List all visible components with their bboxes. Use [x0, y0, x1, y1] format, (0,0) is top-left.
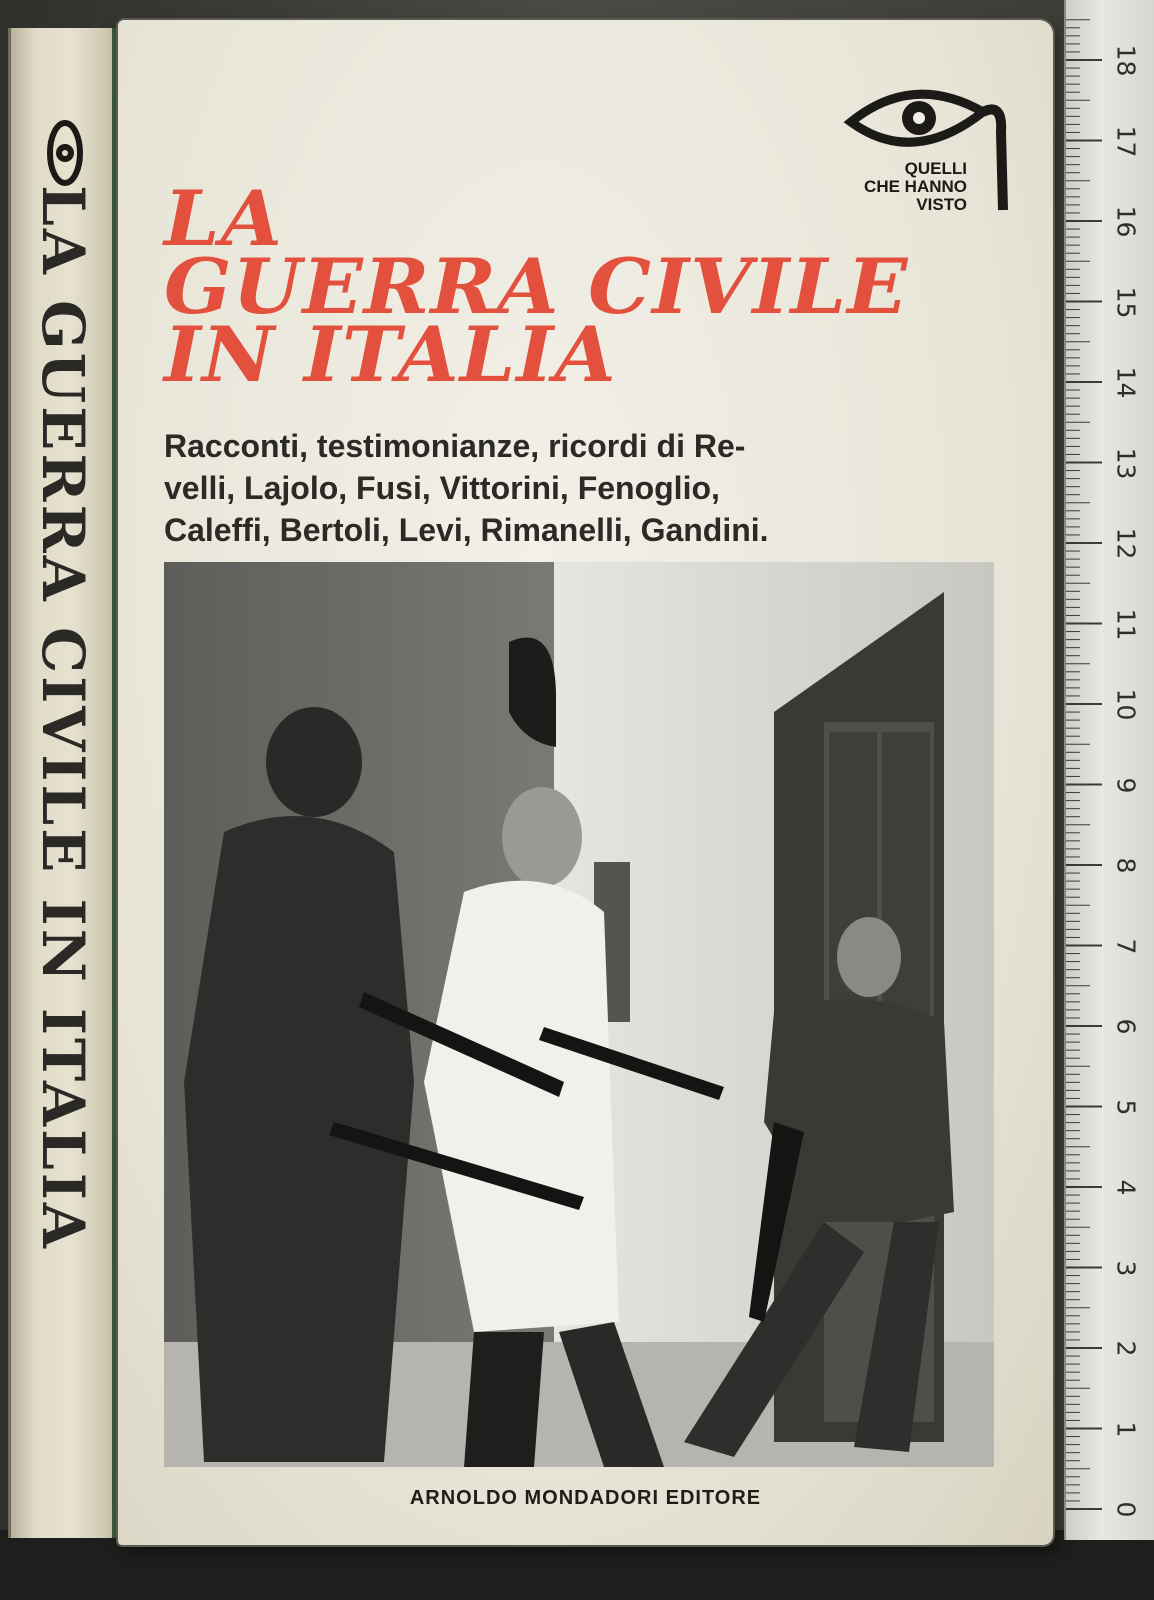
book-subtitle [164, 425, 1044, 551]
subtitle-line-2: velli, Lajolo, Fusi, Vittorini, Fenoglio, [164, 470, 720, 506]
ruler-number: 9 [1111, 777, 1141, 793]
ruler-number: 5 [1111, 1099, 1141, 1115]
ruler-number: 8 [1111, 857, 1141, 874]
ruler-number: 7 [1111, 938, 1141, 954]
subtitle-line-1: Racconti, testimonianze, ricordi di Re- [164, 428, 746, 464]
ruler-number: 4 [1111, 1179, 1141, 1196]
title-line-1: LA [164, 174, 283, 263]
ruler-number: 17 [1111, 125, 1141, 157]
publisher-name: ARNOLDO MONDADORI EDITORE [409, 1487, 762, 1509]
series-line-3: VISTO [916, 195, 967, 214]
title-line-2: GUERRA CIVILE [164, 242, 909, 331]
cover-photo [164, 562, 994, 1467]
ruler-number: 3 [1111, 1260, 1141, 1276]
book-title [164, 174, 1058, 399]
ruler-number: 0 [1111, 1501, 1141, 1518]
book-cover [118, 20, 1053, 1545]
title-line-3: IN ITALIA [164, 310, 617, 399]
ruler-number: 14 [1111, 366, 1141, 399]
ruler-number: 10 [1111, 688, 1141, 721]
ruler-number: 2 [1111, 1340, 1141, 1357]
series-line-1: QUELLI [904, 159, 967, 178]
spine-title: LA GUERRA CIVILE IN ITALIA [29, 185, 97, 1251]
ruler-number: 12 [1111, 527, 1141, 560]
ruler-number: 15 [1111, 286, 1141, 318]
measuring-ruler [1064, 0, 1154, 1540]
ruler-number: 13 [1111, 447, 1141, 479]
series-line-2: CHE HANNO [864, 177, 967, 196]
ruler-number: 18 [1111, 44, 1141, 77]
ruler-number: 16 [1111, 205, 1141, 238]
book-spine [8, 28, 116, 1538]
ruler-number: 6 [1111, 1018, 1141, 1035]
subtitle-line-3: Caleffi, Bertoli, Levi, Rimanelli, Gandini. [164, 512, 769, 548]
ruler-number: 1 [1111, 1421, 1141, 1437]
ruler-number: 11 [1111, 608, 1141, 640]
ruler-ticks [1066, 0, 1154, 1540]
